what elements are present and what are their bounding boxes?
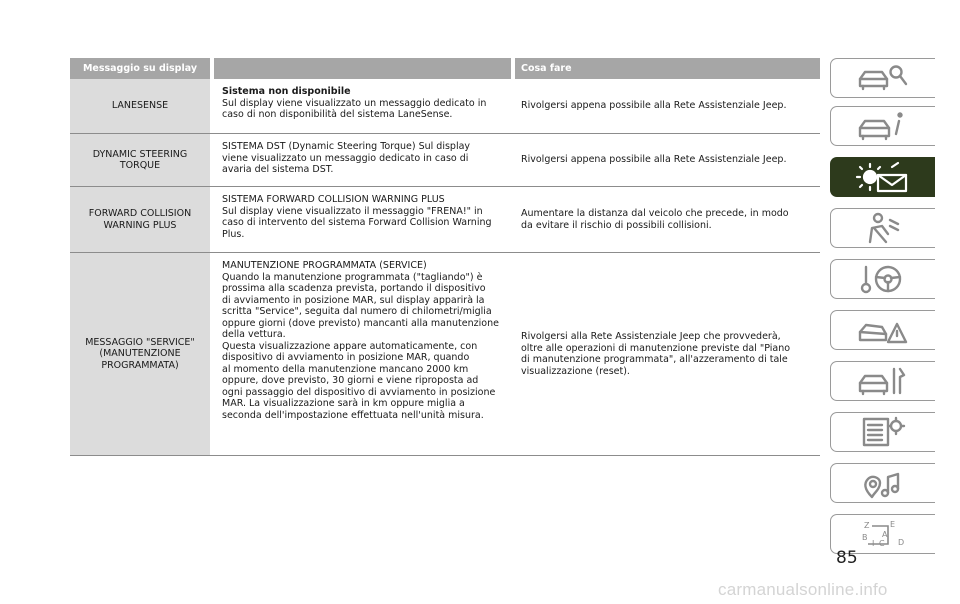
row-description: SISTEMA DST (Dynamic Steering Torque) Sul display viene visualizzato un messaggio dedicato in caso di avaria del sistema DST.: [222, 141, 471, 175]
page-number: 85: [836, 548, 858, 568]
row-title: Sistema non disponibile: [222, 86, 351, 97]
svg-text:A: A: [882, 530, 888, 539]
specs-list-gear-icon: [852, 416, 914, 448]
car-tools-icon: [852, 365, 914, 397]
svg-text:Z: Z: [864, 521, 870, 530]
row-message: DYNAMIC STEERING TORQUE: [70, 134, 210, 186]
alphabet-index-icon: [852, 518, 914, 550]
table-row: [70, 79, 820, 134]
row-action: Rivolgersi appena possibile alla Rete Assistenziale Jeep.: [521, 100, 787, 112]
header-spacer: [214, 58, 511, 79]
row-description: Sul display viene visualizzato un messaggio dedicato in caso di non disponibilità del sistema LaneSense.: [222, 97, 487, 120]
header-message: Messaggio su display: [70, 58, 210, 79]
row-description-cell: [210, 187, 511, 252]
svg-text:C: C: [879, 539, 885, 548]
svg-text:B: B: [862, 533, 868, 542]
safety-person-icon: [852, 212, 914, 244]
multimedia-note-icon: [852, 467, 914, 499]
row-action: Aumentare la distanza dal veicolo che precede, in modo da evitare il rischio di possibili collisioni.: [521, 208, 789, 231]
row-message: FORWARD COLLISION WARNING PLUS: [70, 187, 210, 252]
svg-text:E: E: [890, 520, 896, 529]
steering-key-icon: [852, 263, 914, 295]
row-description-cell: [210, 253, 511, 455]
table-row: [70, 253, 820, 456]
tab-safety[interactable]: [830, 208, 935, 248]
row-description: SISTEMA FORWARD COLLISION WARNING PLUS Sul display viene visualizzato il messaggio "FRENA!" in caso di intervento del sistema Forward Collision Warning Plus.: [222, 194, 492, 240]
row-message: LANESENSE: [70, 79, 210, 133]
row-description-cell: [210, 134, 511, 186]
table-header: [70, 58, 820, 79]
tab-starting-driving[interactable]: [830, 259, 935, 299]
car-search-icon: [852, 62, 914, 94]
tab-warning-lights-messages[interactable]: [830, 157, 935, 197]
car-info-icon: [852, 110, 914, 142]
car-emergency-icon: [852, 314, 914, 346]
svg-text:I: I: [872, 539, 875, 548]
warning-light-message-icon: [852, 161, 914, 193]
header-action: Cosa fare: [515, 58, 820, 79]
tab-servicing[interactable]: [830, 361, 935, 401]
row-action: Rivolgersi alla Rete Assistenziale Jeep che provvederà, oltre alle operazioni di manutenzione previste dal "Piano di manutenzione programmata", all'azzeramento di tale visualizzazione (reset).: [521, 331, 791, 377]
watermark: carmanualsonline.info: [718, 580, 888, 599]
tab-emergency[interactable]: [830, 310, 935, 350]
tab-car-search[interactable]: [830, 58, 935, 98]
table-row: [70, 187, 820, 253]
tab-car-info[interactable]: [830, 106, 935, 146]
row-action: Rivolgersi appena possibile alla Rete Assistenziale Jeep.: [521, 154, 787, 166]
row-description-cell: [210, 79, 511, 133]
row-description: MANUTENZIONE PROGRAMMATA (SERVICE) Quando la manutenzione programmata ("tagliando") è prossima alla scadenza prevista, portando il dispositivo di avviamento in posizione MAR, sul display apparirà la scritta "Service", seguita dal numero di chilometri/miglia oppure giorni (dove previsto) mancanti alla manutenzione della vettura. Questa visualizzazione appare automaticamente, con dispositivo di avviamento in posizione MAR, quando al momento della manutenzione mancano 2000 km oppure, dove previsto, 30 giorni e viene riproposta ad ogni passaggio del dispositivo di avviamento in posizione MAR. La visualizzazione sarà in km oppure miglia a seconda dell'impostazione effettuata nell'unità misura.: [222, 260, 499, 421]
row-message: MESSAGGIO "SERVICE" (MANUTENZIONE PROGRAMMATA): [70, 253, 210, 455]
table-row: [70, 134, 820, 187]
messages-table: [70, 58, 820, 456]
tab-technical-data[interactable]: [830, 412, 935, 452]
svg-text:D: D: [898, 538, 905, 547]
tab-multimedia[interactable]: [830, 463, 935, 503]
